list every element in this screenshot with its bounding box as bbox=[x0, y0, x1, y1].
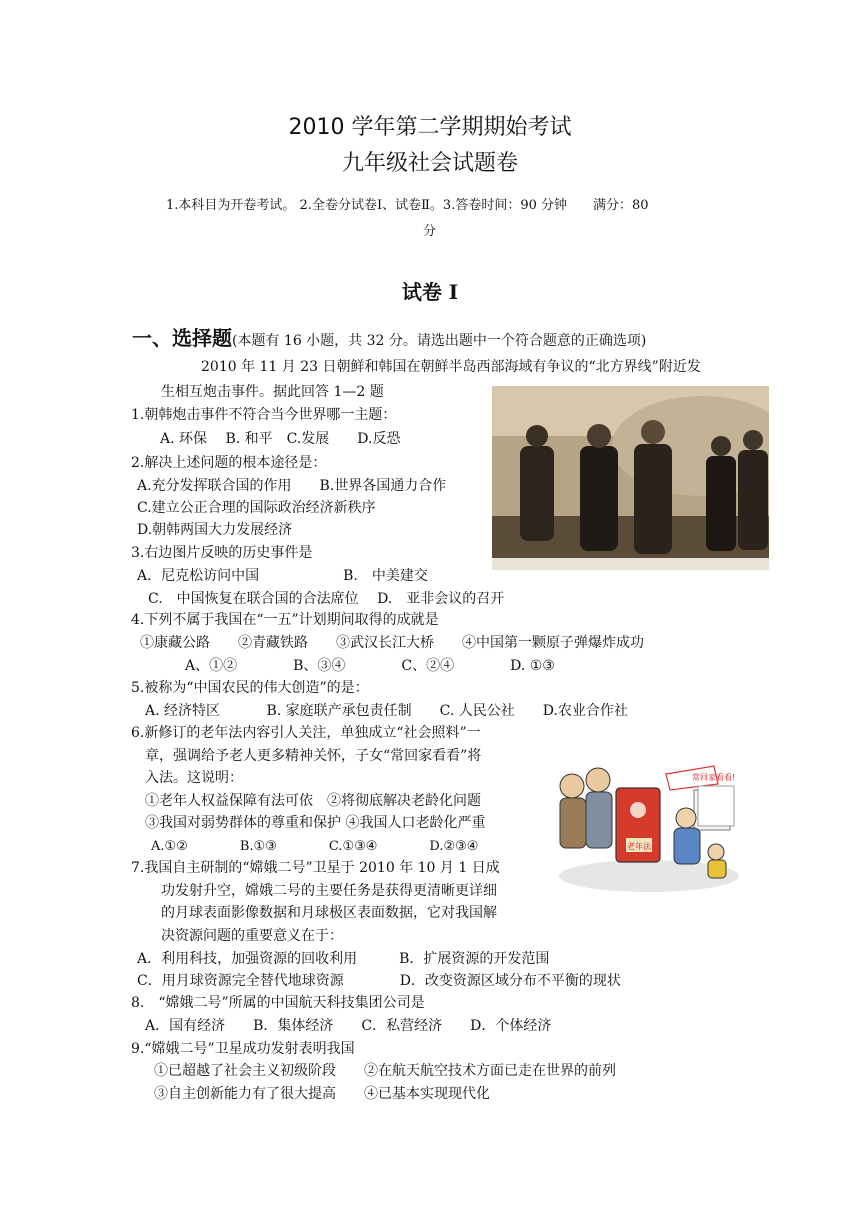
question-5: 5.被称为“中国农民的伟大创造”的是： bbox=[131, 680, 369, 696]
question-6-items-34: ③我国对弱势群体的尊重和保护 ④我国人口老龄化严重 bbox=[145, 815, 486, 831]
question-2-option-d: D.朝韩两国大力发展经济 bbox=[137, 522, 293, 538]
intro-line1: 2010 年 11 月 23 日朝鲜和韩国在朝鲜半岛西部海域有争议的“北方界线”附近发 bbox=[201, 359, 701, 375]
question-6-line2: 章，强调给予老人更多精神关怀，子女“常回家看看”将 bbox=[145, 748, 482, 764]
question-7-line1: 7.我国自主研制的“嫦娥二号”卫星于 2010 年 10 月 1 日成 bbox=[131, 860, 500, 876]
question-9-items-12: ①已超越了社会主义初级阶段 ②在航天航空技术方面已走在世界的前列 bbox=[154, 1063, 616, 1079]
section-instruction: (本题有 16 小题，共 32 分。请选出题中一个符合题意的正确选项) bbox=[232, 333, 647, 349]
question-4-items: ①康藏公路 ②青藏铁路 ③武汉长江大桥 ④中国第一颗原子弹爆炸成功 bbox=[140, 635, 644, 651]
question-2-option-c: C.建立公正合理的国际政治经济新秩序 bbox=[137, 500, 376, 516]
question-6-line3: 入法。这说明： bbox=[145, 770, 243, 786]
exam-note-line2: 分 bbox=[423, 224, 437, 239]
question-7-line3: 的月球表面影像数据和月球极区表面数据，它对我国解 bbox=[161, 905, 497, 921]
question-2: 2.解决上述问题的根本途径是： bbox=[131, 455, 327, 471]
question-9: 9.“嫦娥二号”卫星成功发射表明我国 bbox=[131, 1041, 355, 1057]
exam-subtitle: 九年级社会试题卷 bbox=[341, 151, 518, 176]
question-7-options-ab: A．利用科技，加强资源的回收利用 B．扩展资源的开发范围 bbox=[137, 951, 550, 967]
section-heading bbox=[132, 322, 646, 351]
section-title: 一、选择题 bbox=[132, 326, 232, 350]
question-1: 1.朝韩炮击事件不符合当今世界哪一主题： bbox=[131, 407, 397, 423]
elderly-care-cartoon bbox=[554, 756, 740, 896]
cartoon-book-label: 老年法 bbox=[627, 842, 651, 851]
historical-photo-handshake-icon bbox=[492, 386, 769, 570]
question-7-line2: 功发射升空，嫦娥二号的主要任务是获得更清晰更详细 bbox=[161, 883, 497, 899]
exam-title: 2010 学年第二学期期始考试 bbox=[288, 115, 572, 140]
question-7-line4: 决资源问题的重要意义在于： bbox=[161, 928, 343, 944]
question-3: 3.右边图片反映的历史事件是 bbox=[131, 545, 313, 561]
intro-line2: 生相互炮击事件。据此回答 1—2 题 bbox=[161, 384, 384, 400]
question-3-options-ab: A．尼克松访问中国 B. 中美建交 bbox=[137, 568, 428, 584]
historical-photo bbox=[492, 386, 769, 570]
question-7-options-cd: C．用月球资源完全替代地球资源 D．改变资源区域分布不平衡的现状 bbox=[137, 973, 621, 989]
cartoon-elderly-care-icon bbox=[554, 756, 740, 896]
question-6-items-12: ①老年人权益保障有法可依 ②将彻底解决老龄化问题 bbox=[145, 793, 481, 809]
question-4: 4.下列不属于我国在“一五”计划期间取得的成就是 bbox=[131, 612, 439, 628]
question-8-options: A．国有经济 B．集体经济 C．私营经济 D．个体经济 bbox=[145, 1018, 552, 1034]
cartoon-sign-text: 常回家看看! bbox=[692, 773, 736, 782]
question-2-option-ab: A.充分发挥联合国的作用 B.世界各国通力合作 bbox=[137, 478, 447, 494]
question-8: 8. “嫦娥二号”所属的中国航天科技集团公司是 bbox=[131, 995, 425, 1011]
question-3-options-cd: C. 中国恢复在联合国的合法席位 D. 亚非会议的召开 bbox=[148, 591, 505, 607]
exam-note-line1: 1.本科目为开卷考试。 2.全卷分试卷Ⅰ、试卷Ⅱ。3.答卷时间：90 分钟 满分：80 bbox=[166, 198, 649, 213]
paper-label: 试卷 I bbox=[401, 280, 459, 304]
question-6-options: A.①② B.①③ C.①③④ D.②③④ bbox=[151, 839, 479, 854]
question-9-items-34: ③自主创新能力有了很大提高 ④已基本实现现代化 bbox=[154, 1086, 490, 1102]
question-1-options: A. 环保 B. 和平 C.发展 D.反恐 bbox=[160, 431, 401, 447]
question-5-options: A. 经济特区 B. 家庭联产承包责任制 C. 人民公社 D.农业合作社 bbox=[145, 703, 628, 719]
question-6-line1: 6.新修订的老年法内容引人关注，单独成立“社会照料”一 bbox=[131, 725, 481, 741]
question-4-options: A、①② B、③④ C、②④ D. ①③ bbox=[185, 658, 555, 674]
